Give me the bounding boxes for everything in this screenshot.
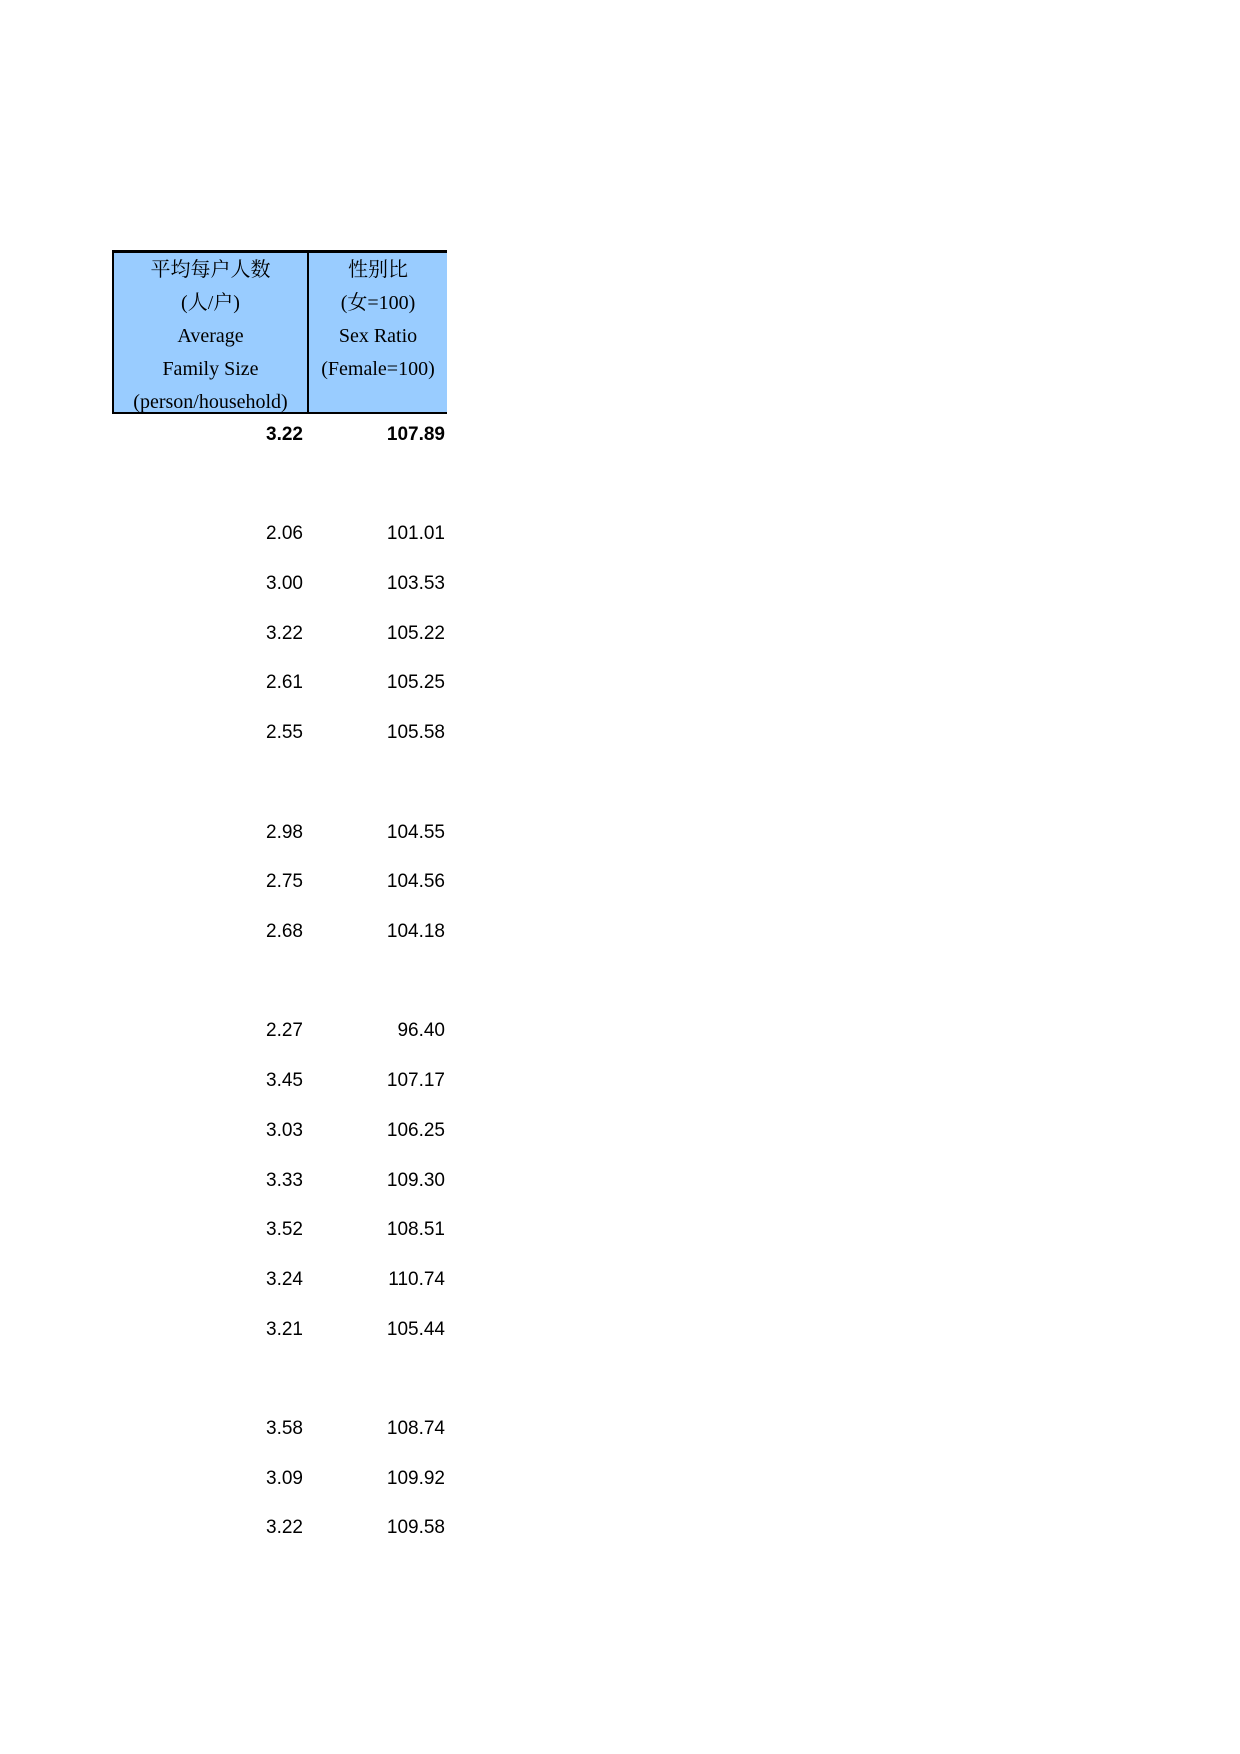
header-line: (人/户) [181,292,240,314]
family-size-cell: 3.03 [266,1120,303,1141]
family-size-cell: 3.22 [266,424,303,445]
sex-ratio-cell: 108.51 [386,1219,445,1240]
sex-ratio-cell: 107.17 [386,1070,445,1091]
sex-ratio-cell: 104.18 [386,921,445,942]
family-size-cell: 2.75 [266,871,303,892]
header-line: Sex Ratio [338,325,418,347]
table-header [112,250,447,414]
sex-ratio-cell: 105.58 [386,722,445,743]
table-row [112,718,447,748]
sex-ratio-cell: 104.56 [386,871,445,892]
sex-ratio-cell: 107.89 [386,424,445,445]
sex-ratio-cell: 105.44 [386,1319,445,1340]
family-size-cell: 3.22 [266,1517,303,1538]
table-row [112,1016,447,1046]
family-size-cell: 2.06 [266,523,303,544]
header-line: 性别比 [348,259,408,281]
family-size-cell: 2.98 [266,822,303,843]
header-line: (Female=100) [321,358,435,380]
sex-ratio-cell: 108.74 [386,1418,445,1439]
sex-ratio-cell: 109.30 [386,1170,445,1191]
header-line: 平均每户人数 [150,259,271,281]
sex-ratio-cell: 106.25 [386,1120,445,1141]
family-size-cell: 3.58 [266,1418,303,1439]
family-size-cell: 3.24 [266,1269,303,1290]
table-row [112,668,447,698]
family-size-cell: 2.68 [266,921,303,942]
header-line: Family Size [162,358,259,380]
family-size-cell: 2.55 [266,722,303,743]
table-row [112,867,447,897]
table-row [112,1215,447,1245]
table-row [112,1066,447,1096]
family-size-cell: 3.45 [266,1070,303,1091]
table-row [112,1513,447,1543]
table-row [112,917,447,947]
header-sex-ratio [309,253,447,412]
sex-ratio-cell: 110.74 [388,1269,445,1290]
family-size-cell: 2.27 [266,1020,303,1041]
table-row [112,818,447,848]
family-size-cell: 3.22 [266,623,303,644]
header-line: Average [177,325,244,347]
family-size-cell: 3.33 [266,1170,303,1191]
table-row [112,420,447,450]
family-size-cell: 3.00 [266,573,303,594]
header-average-family-size [114,253,309,412]
sex-ratio-cell: 109.92 [386,1468,445,1489]
family-size-cell: 3.09 [266,1468,303,1489]
table-row [112,519,447,549]
table-row [112,1315,447,1345]
sex-ratio-cell: 101.01 [386,523,445,544]
table-row [112,569,447,599]
family-size-cell: 3.52 [266,1219,303,1240]
sex-ratio-cell: 105.22 [386,623,445,644]
table-row [112,1414,447,1444]
sex-ratio-cell: 104.55 [386,822,445,843]
sex-ratio-cell: 103.53 [386,573,445,594]
sex-ratio-cell: 105.25 [386,672,445,693]
sex-ratio-cell: 109.58 [386,1517,445,1538]
table-row [112,619,447,649]
statistics-table [112,250,447,1538]
table-row [112,1265,447,1295]
header-line: (女=100) [340,292,416,314]
table-row [112,1166,447,1196]
header-line: (person/household) [133,391,288,413]
table-row [112,1116,447,1146]
family-size-cell: 3.21 [266,1319,303,1340]
family-size-cell: 2.61 [266,672,303,693]
sex-ratio-cell: 96.40 [397,1020,445,1041]
table-row [112,1464,447,1494]
